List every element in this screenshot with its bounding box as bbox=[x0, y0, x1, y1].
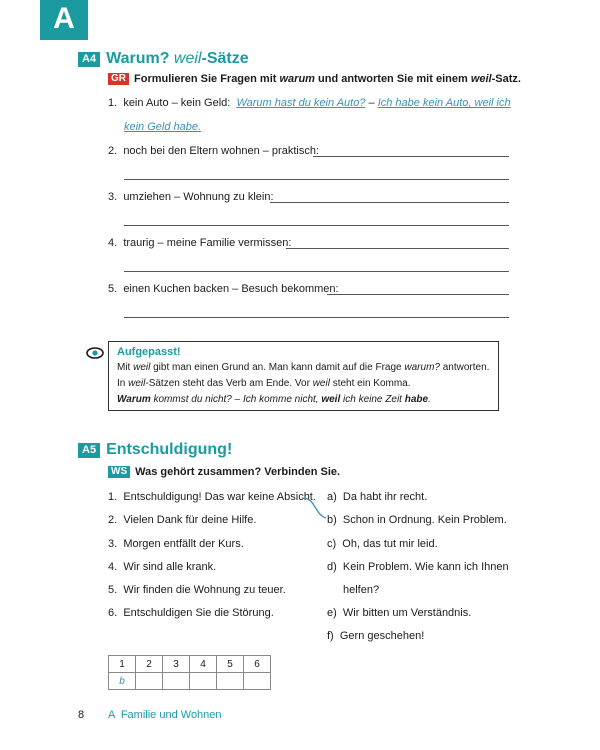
a5-header bbox=[78, 441, 232, 459]
match-left-6[interactable]: 6. Entschuldigen Sie die Störung. bbox=[108, 607, 274, 619]
note-line-2: In weil-Sätzen steht das Verb am Ende. Vor weil steht ein Komma. bbox=[117, 378, 411, 389]
vocab-badge: WS bbox=[108, 466, 130, 478]
match-right-d-cont: helfen? bbox=[343, 584, 380, 596]
a5-badge: A5 bbox=[78, 443, 100, 458]
match-right-b[interactable]: b) Schon in Ordnung. Kein Problem. bbox=[327, 514, 507, 526]
answer-cell[interactable] bbox=[163, 673, 190, 690]
note-line-3: Warum kommst du nicht? – Ich komme nicht, weil ich keine Zeit habe. bbox=[117, 394, 431, 405]
table-header-row bbox=[109, 656, 271, 673]
answer-line[interactable] bbox=[286, 248, 509, 249]
answer-line[interactable] bbox=[327, 294, 509, 295]
match-left-4[interactable]: 4. Wir sind alle krank. bbox=[108, 561, 217, 573]
answer-cell[interactable] bbox=[136, 673, 163, 690]
match-right-c[interactable]: c) Oh, das tut mir leid. bbox=[327, 538, 438, 550]
match-left-2[interactable]: 2. Vielen Dank für deine Hilfe. bbox=[108, 514, 257, 526]
chapter-letter: A bbox=[53, 2, 75, 35]
a5-instruction-text: Was gehört zusammen? Verbinden Sie. bbox=[135, 466, 341, 478]
a4-item-2: 2. noch bei den Eltern wohnen – praktisch: bbox=[108, 145, 319, 157]
answer-cell[interactable] bbox=[244, 673, 271, 690]
answer-cell[interactable]: b bbox=[109, 673, 136, 690]
match-left-5[interactable]: 5. Wir finden die Wohnung zu teuer. bbox=[108, 584, 286, 596]
table-header-cell: 5 bbox=[217, 656, 244, 673]
chapter-title: A Familie und Wohnen bbox=[108, 709, 222, 721]
answer-reply: Ich habe kein Auto, weil ich bbox=[377, 97, 511, 109]
table-header-cell: 1 bbox=[109, 656, 136, 673]
a4-header bbox=[78, 50, 249, 68]
note-line-1: Mit weil gibt man einen Grund an. Man kann damit auf die Frage warum? antworten. bbox=[117, 362, 490, 373]
grammar-badge: GR bbox=[108, 73, 129, 85]
match-right-a[interactable]: a) Da habt ihr recht. bbox=[327, 491, 428, 503]
answer-line[interactable] bbox=[124, 179, 509, 180]
a4-item-3: 3. umziehen – Wohnung zu klein: bbox=[108, 191, 274, 203]
chapter-tab bbox=[40, 0, 88, 40]
a5-instruction bbox=[108, 466, 340, 478]
a4-title: Warum? weil-Sätze bbox=[106, 50, 249, 67]
match-right-d[interactable]: d) Kein Problem. Wie kann ich Ihnen bbox=[327, 561, 509, 573]
a4-instruction-text: Formulieren Sie Fragen mit warum und antworten Sie mit einem weil-Satz. bbox=[134, 73, 521, 85]
table-header-cell: 3 bbox=[163, 656, 190, 673]
note-title: Aufgepasst! bbox=[117, 346, 181, 358]
answer-line[interactable] bbox=[124, 225, 509, 226]
a4-badge: A4 bbox=[78, 52, 100, 67]
answer-line[interactable] bbox=[270, 202, 509, 203]
a4-instruction bbox=[108, 73, 521, 85]
match-right-e[interactable]: e) Wir bitten um Verständnis. bbox=[327, 607, 472, 619]
answer-line[interactable] bbox=[124, 271, 509, 272]
a5-title: Entschuldigung! bbox=[106, 441, 233, 458]
a4-item-4: 4. traurig – meine Familie vermissen: bbox=[108, 237, 292, 249]
table-header-cell: 2 bbox=[136, 656, 163, 673]
match-right-f[interactable]: f) Gern geschehen! bbox=[327, 630, 425, 642]
eye-icon bbox=[86, 346, 104, 364]
table-answer-row bbox=[109, 673, 271, 690]
answer-reply-cont: kein Geld habe. bbox=[124, 121, 202, 133]
match-left-3[interactable]: 3. Morgen entfällt der Kurs. bbox=[108, 538, 244, 550]
connection-line bbox=[300, 494, 330, 524]
answer-line[interactable] bbox=[124, 317, 509, 318]
answer-table bbox=[108, 655, 271, 690]
page-number: 8 bbox=[78, 709, 85, 721]
note-box bbox=[108, 341, 499, 411]
match-left-1[interactable]: 1. Entschuldigung! Das war keine Absicht. bbox=[108, 491, 316, 503]
a4-item-1: 1. kein Auto – kein Geld: Warum hast du kein Auto? – Ich habe kein Auto, weil ich bbox=[108, 97, 511, 109]
table-header-cell: 4 bbox=[190, 656, 217, 673]
a4-item-5: 5. einen Kuchen backen – Besuch bekommen: bbox=[108, 283, 339, 295]
answer-line[interactable] bbox=[313, 156, 509, 157]
answer-question: Warum hast du kein Auto? bbox=[236, 97, 366, 109]
table-header-cell: 6 bbox=[244, 656, 271, 673]
answer-cell[interactable] bbox=[190, 673, 217, 690]
answer-cell[interactable] bbox=[217, 673, 244, 690]
